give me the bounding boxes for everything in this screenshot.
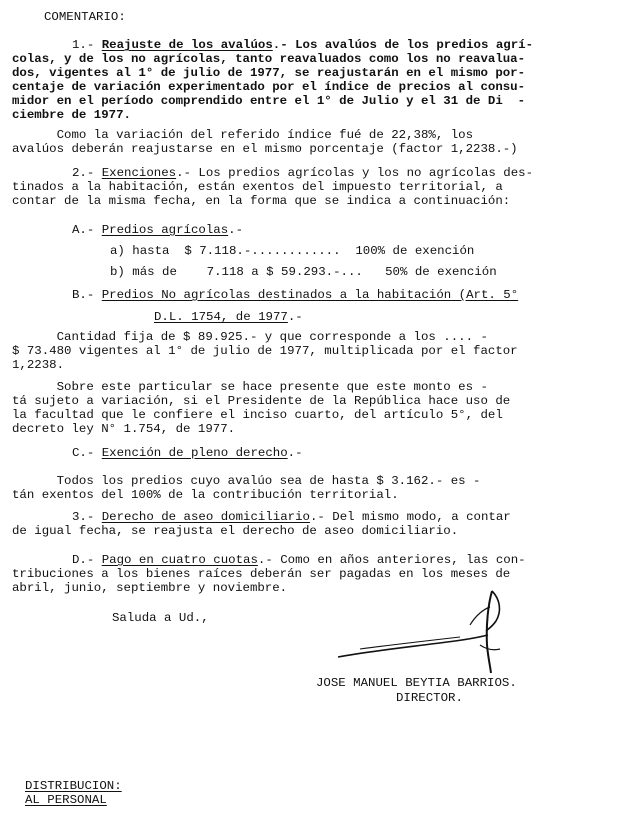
section-3-title: Derecho de aseo domiciliario — [101, 510, 310, 524]
subsection-a-heading — [72, 223, 243, 237]
subsection-a-title-rest: .- — [228, 223, 244, 237]
distribution-value: AL PERSONAL — [25, 793, 107, 807]
subsection-c-title-rest: .- — [287, 446, 303, 460]
subsection-d-line: tribuciones a los bienes raíces deberán ser pagadas en los meses de — [12, 567, 511, 581]
handwritten-signature — [330, 585, 520, 675]
subsection-b-heading-line-2 — [154, 310, 303, 324]
subsection-c-line: Todos los predios cuyo avalúo sea de hasta $ 3.162.- es - — [12, 474, 481, 488]
section-1-title: Reajuste de los avalúos — [101, 38, 273, 52]
section-3-first-line: .- Del mismo modo, a contar — [309, 510, 511, 524]
section-2-line: tinados a la habitación, están exentos del impuesto territorial, a — [12, 180, 503, 194]
section-3-line: de igual fecha, se reajusta el derecho de aseo domiciliario. — [12, 524, 459, 538]
distribution-label: DISTRIBUCION: — [25, 779, 122, 793]
subsection-c-label: C.- — [72, 446, 102, 460]
subsection-b-paragraph-2-line: la facultad que le confiere el inciso cuarto, del artículo 5°, del — [12, 408, 503, 422]
signer-name: JOSE MANUEL BEYTIA BARRIOS. — [316, 676, 517, 690]
closing-salutation: Saluda a Ud., — [112, 611, 209, 625]
section-2-title: Exenciones — [101, 166, 177, 180]
subsection-d-label: D.- — [72, 553, 102, 567]
section-1-line: colas, y de los no agrícolas, tanto reavaluados como los no reavalua- — [12, 52, 526, 66]
section-1-first-line: Los avalúos de los predios agrí- — [295, 38, 534, 52]
subsection-b-title-2: D.L. 1754, de 1977 — [154, 310, 288, 324]
subsection-a-label: A.- — [72, 223, 102, 237]
subsection-d-heading — [72, 553, 526, 567]
subsection-b-paragraph-2-line: Sobre este particular se hace presente que este monto es - — [12, 380, 488, 394]
subsection-b-title: Predios No agrícolas destinados a la habitación (Art. 5° — [101, 288, 519, 302]
subsection-a-title: Predios agrícolas — [101, 223, 229, 237]
signer-title: DIRECTOR. — [396, 691, 463, 705]
section-1-paragraph-2-line: avalúos deberán reajustarse en el mismo porcentaje (factor 1,2238.-) — [12, 142, 518, 156]
section-2-first-line: .- Los predios agrícolas y los no agrícolas des- — [176, 166, 534, 180]
header-comentario: COMENTARIO: — [44, 10, 126, 24]
subsection-c-title: Exención de pleno derecho — [101, 446, 288, 460]
subsection-b-line: Cantidad fija de $ 89.925.- y que corresponde a los .... - — [12, 330, 488, 344]
subsection-b-paragraph-2-line: tá sujeto a variación, si el Presidente de la República hace uso de — [12, 394, 511, 408]
subsection-b-heading — [72, 288, 518, 302]
section-1-line: centaje de variación experimentado por el índice de precios al consu- — [12, 80, 526, 94]
section-3-heading — [72, 510, 511, 524]
section-2-number: 2.- — [72, 166, 102, 180]
exemption-row: b) más de 7.118 a $ 59.293.-... 50% de exención — [110, 265, 497, 279]
subsection-b-paragraph-2-line: decreto ley N° 1.754, de 1977. — [12, 422, 236, 436]
section-2-heading — [72, 166, 533, 180]
subsection-b-line: 1,2238. — [12, 358, 65, 372]
section-1-paragraph-2-line: Como la variación del referido índice fué de 22,38%, los — [12, 128, 474, 142]
section-1-line: midor en el período comprendido entre el 1° de Julio y el 31 de Di - — [12, 94, 526, 108]
section-1-heading — [72, 38, 533, 52]
section-1-number: 1.- — [72, 38, 102, 52]
exemption-row: a) hasta $ 7.118.-............ 100% de exención — [110, 244, 475, 258]
subsection-b-label: B.- — [72, 288, 102, 302]
section-2-line: contar de la misma fecha, en la forma que se indica a continuación: — [12, 194, 511, 208]
subsection-d-first-line: .- Como en años anteriores, las con- — [257, 553, 526, 567]
section-3-number: 3.- — [72, 510, 102, 524]
subsection-b-title-2-rest: .- — [287, 310, 303, 324]
subsection-c-line: tán exentos del 100% de la contribución territorial. — [12, 488, 399, 502]
subsection-d-line: abril, junio, septiembre y noviembre. — [12, 581, 288, 595]
subsection-b-line: $ 73.480 vigentes al 1° de julio de 1977, multiplicada por el factor — [12, 344, 518, 358]
subsection-c-heading — [72, 446, 303, 460]
section-1-line: dos, vigentes al 1° de julio de 1977, se reajustarán en el mismo por- — [12, 66, 526, 80]
section-1-title-sep: .- — [272, 38, 296, 52]
section-1-line: ciembre de 1977. — [12, 108, 131, 122]
subsection-d-title: Pago en cuatro cuotas — [101, 553, 258, 567]
